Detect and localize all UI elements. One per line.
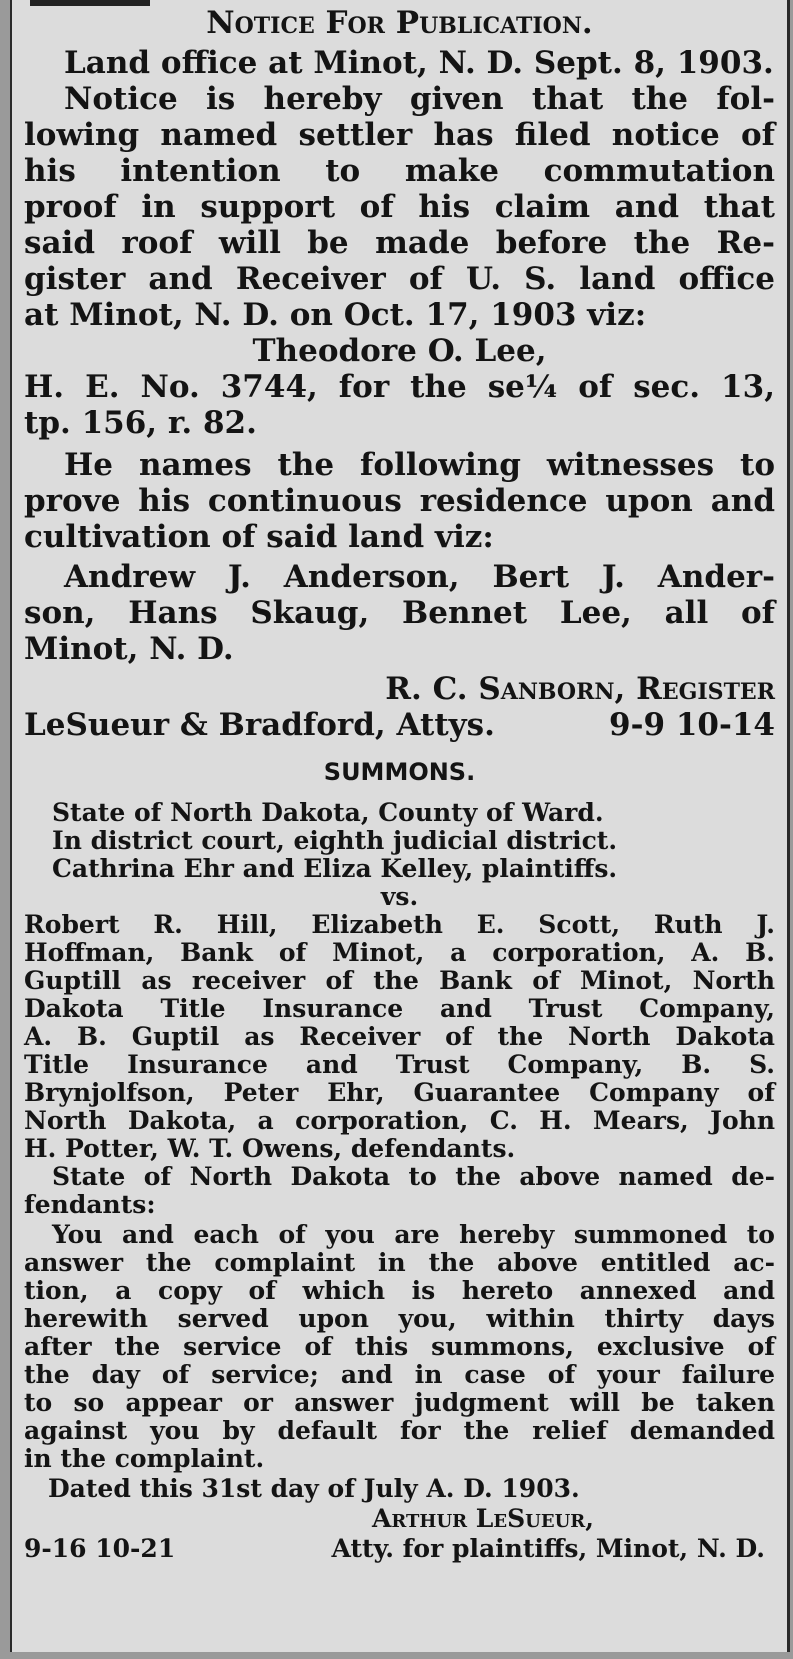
attorney-name: Arthur LeSueur, [372, 1504, 594, 1533]
summons-line: Brynjolfson, Peter Ehr, Guarantee Company of [24, 1078, 775, 1107]
summons-title: SUMMONS. [323, 758, 476, 786]
notice-line: He names the following witnesses to [64, 447, 775, 483]
notice-title: Notice For Publication. [206, 5, 593, 41]
summons-line: fendants: [24, 1190, 156, 1219]
witness-line: son, Hans Skaug, Bennet Lee, all of [24, 595, 775, 631]
summons-line: Hoffman, Bank of Minot, a corporation, A. B. [24, 938, 775, 967]
notice-line: tp. 156, r. 82. [24, 405, 257, 441]
notice-line: prove his continuous residence upon and [24, 483, 775, 519]
summons-line: A. B. Guptil as Receiver of the North Dakota [24, 1022, 775, 1051]
notice-line: his intention to make commutation [24, 153, 775, 189]
summons-line: Cathrina Ehr and Eliza Kelley, plaintiffs. [52, 854, 618, 883]
notice-line: proof in support of his claim and that [24, 189, 775, 225]
notice-line: gister and Receiver of U. S. land office [24, 261, 775, 297]
summons-dated: Dated this 31st day of July A. D. 1903. [48, 1474, 580, 1503]
attorneys-dates: 9-9 10-14 [609, 707, 775, 743]
summons-line: North Dakota, a corporation, C. H. Mears, John [24, 1106, 775, 1135]
notice-line: Notice is hereby given that the fol- [64, 81, 775, 117]
notice-line: Land office at Minot, N. D. Sept. 8, 1903. [64, 45, 774, 81]
witness-line: Andrew J. Anderson, Bert J. Ander- [64, 559, 775, 595]
summons-vs: vs. [380, 882, 419, 911]
summons-line: to so appear or answer judgment will be taken [24, 1388, 775, 1417]
notice-line: H. E. No. 3744, for the se¼ of sec. 13, [24, 369, 775, 405]
attorney-line [12, 1536, 787, 1561]
summons-line: herewith served upon you, within thirty days [24, 1304, 775, 1333]
summons-line: after the service of this summons, exclusive of [24, 1332, 775, 1361]
summons-line: in the complaint. [24, 1444, 265, 1473]
summons-line: State of North Dakota to the above named de- [52, 1162, 775, 1191]
attorneys-name: LeSueur & Bradford, Attys. [24, 707, 495, 743]
top-rule [30, 0, 150, 6]
summons-line: H. Potter, W. T. Owens, defendants. [24, 1134, 516, 1163]
notice-line: said roof will be made before the Re- [24, 225, 775, 261]
summons-dates: 9-16 10-21 [24, 1534, 176, 1563]
witness-line: Minot, N. D. [24, 631, 234, 667]
notice-line: cultivation of said land viz: [24, 519, 494, 555]
summons-line: answer the complaint in the above entitled ac- [24, 1248, 775, 1277]
summons-line: You and each of you are hereby summoned to [52, 1220, 775, 1249]
summons-line: In district court, eighth judicial district. [52, 826, 618, 855]
summons-line: State of North Dakota, County of Ward. [52, 798, 604, 827]
attorneys-line [12, 707, 787, 743]
attorney-title: Atty. for plaintiffs, Minot, N. D. [331, 1534, 765, 1563]
summons-line: tion, a copy of which is hereto annexed and [24, 1276, 775, 1305]
summons-line: Dakota Title Insurance and Trust Company, [24, 994, 775, 1023]
summons-line: the day of service; and in case of your failure [24, 1360, 775, 1389]
summons-line: Title Insurance and Trust Company, B. S. [24, 1050, 775, 1079]
notice-line: lowing named settler has filed notice of [24, 117, 775, 153]
notice-line: at Minot, N. D. on Oct. 17, 1903 viz: [24, 297, 647, 333]
summons-line: against you by default for the relief demanded [24, 1416, 775, 1445]
claimant-name: Theodore O. Lee, [252, 333, 547, 369]
newspaper-clipping [10, 0, 790, 1652]
summons-line: Guptill as receiver of the Bank of Minot, North [24, 966, 775, 995]
summons-line: Robert R. Hill, Elizabeth E. Scott, Ruth J. [24, 910, 775, 939]
register-signature: R. C. Sanborn, Register [385, 671, 775, 707]
